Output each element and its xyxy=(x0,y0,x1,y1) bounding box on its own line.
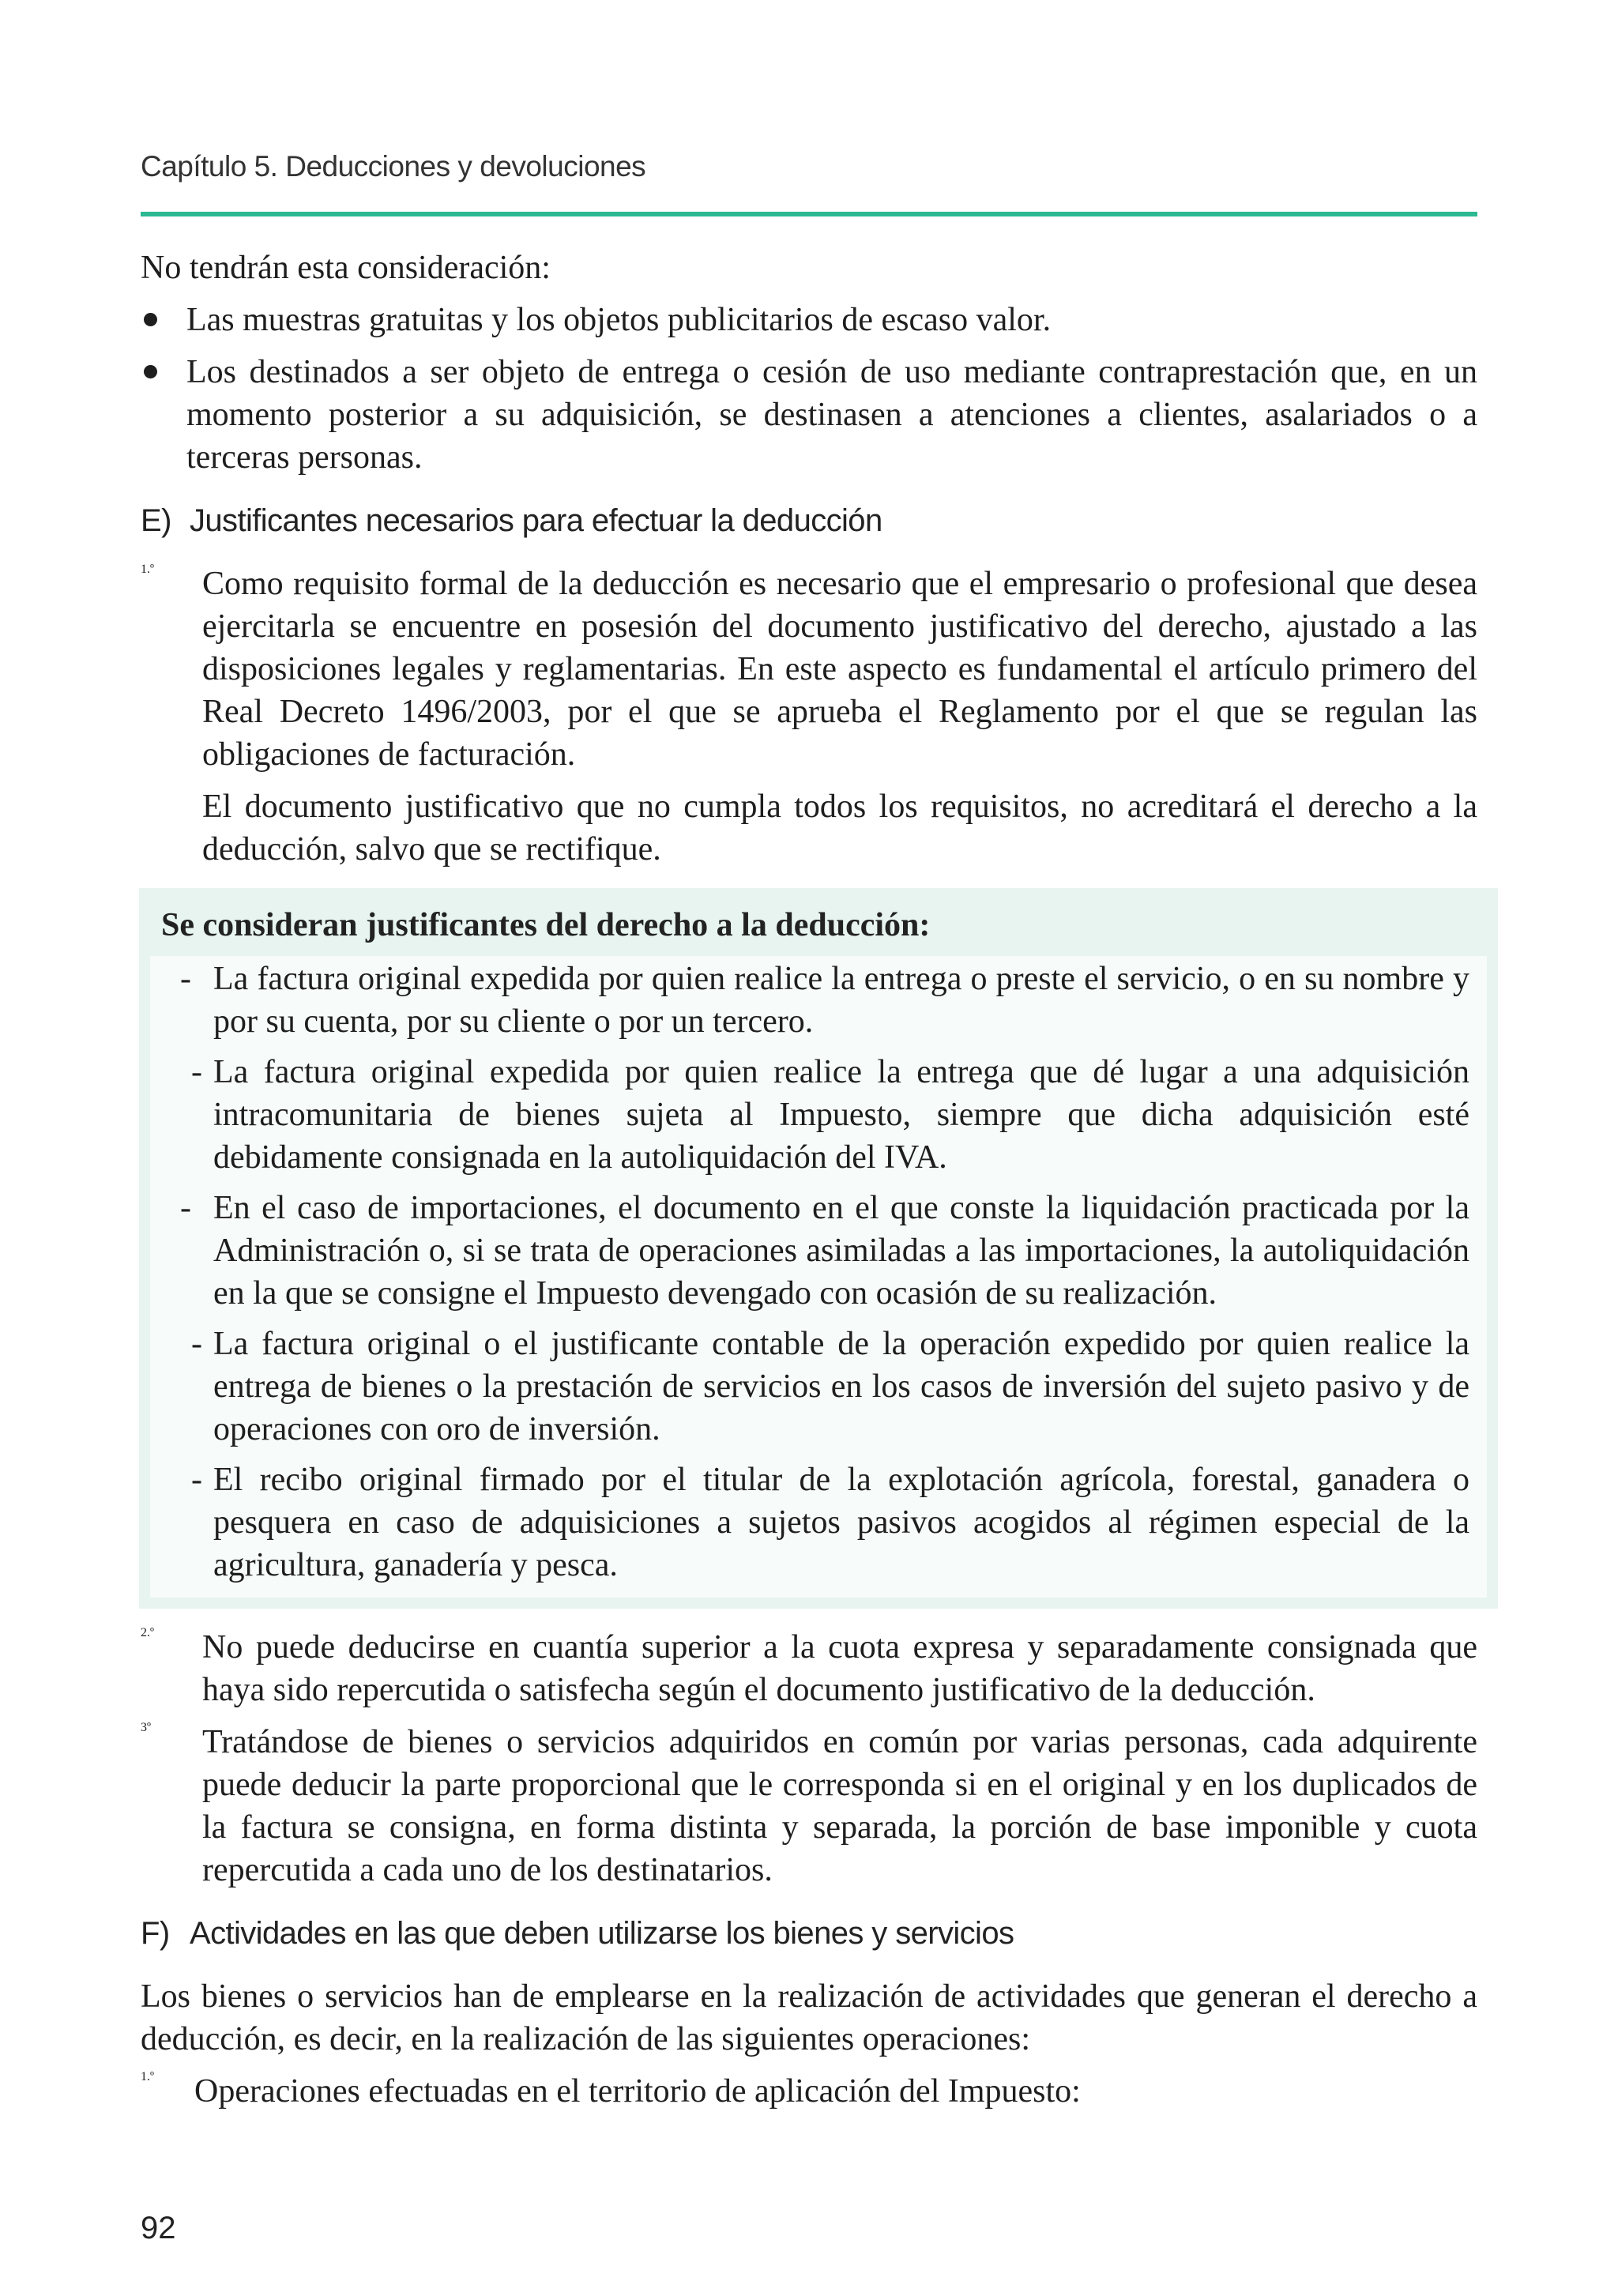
numbered-item-3 xyxy=(141,1721,1477,1891)
box-title: Se consideran justificantes del derecho a la deducción: xyxy=(161,907,931,943)
box-list xyxy=(150,956,1487,1598)
box-item-text: La factura original o el justificante contable de la operación expedido por quien realice la entrega de bienes o la prestación de servicios en los casos de inversión del sujeto pasivo y de operaciones con oro de inversión. xyxy=(213,1326,1469,1447)
box-item-text: La factura original expedida por quien realice la entrega que dé lugar a una adquisición intracomunitaria de bienes sujeta al Impuesto, siempre que dicha adquisición esté debidamente consignada en la autoliquidación del IVA. xyxy=(213,1054,1469,1176)
running-head: Capítulo 5. Deducciones y devoluciones xyxy=(141,150,646,183)
numbered-item-1 xyxy=(141,563,1477,776)
section-letter: E) xyxy=(141,503,171,538)
item-number: 1.º xyxy=(141,2070,154,2083)
item-number: 1.º xyxy=(141,563,154,576)
page-number: 92 xyxy=(141,2211,176,2245)
item-number: 2.º xyxy=(141,1626,154,1639)
dash-marker: - xyxy=(191,1054,202,1090)
box-item-text: El recibo original firmado por el titular de la explotación agrícola, forestal, ganadera o pesquera en caso de adquisiciones a sujetos pasivos acogidos al régimen especial de la agricultura, ganadería y pesca. xyxy=(213,1462,1469,1583)
box-item-text: En el caso de importaciones, el documento en el que conste la liquidación practicada por la Administración o, si se trata de operaciones asimiladas a las importaciones, la autoliquidación en la que se consigne el Impuesto devengado con ocasión de su realización. xyxy=(213,1190,1469,1312)
section-f-intro: Los bienes o servicios han de emplearse en la realización de actividades que generan el derecho a deducción, es decir, en la realización de las siguientes operaciones: xyxy=(141,1978,1477,2057)
bullet-text: Los destinados a ser objeto de entrega o cesión de uso mediante contraprestación que, en un momento posterior a su adquisición, se destinasen a atenciones a clientes, asalariados o a terceras personas. xyxy=(186,354,1477,476)
dash-marker: - xyxy=(191,1462,202,1498)
item-text: Como requisito formal de la deducción es necesario que el empresario o profesional que desea ejercitarla se encuentre en posesión del documento justificativo del derecho, ajustado a las disposiciones legales y reglamentarias. En este aspecto es fundamental el artículo primero del Real Decreto 1496/2003, por el que se aprueba el Reglamento por el que se regulan las obligaciones de facturación. xyxy=(202,566,1477,773)
box-list-item xyxy=(167,1187,1469,1315)
bullet-item xyxy=(141,299,1477,341)
bullet-item xyxy=(141,351,1477,479)
numbered-item-2 xyxy=(141,1626,1477,1711)
section-heading-f xyxy=(141,1912,1477,1955)
item-text: No puede deducirse en cuantía superior a la cuota expresa y separadamente consignada que haya sido repercutida o satisfecha según el documento justificativo de la deducción. xyxy=(202,1629,1477,1708)
box-list-item xyxy=(167,1051,1469,1179)
item-number: 3º xyxy=(141,1721,151,1734)
item-text: Operaciones efectuadas en el territorio de aplicación del Impuesto: xyxy=(194,2073,1081,2110)
dash-marker: - xyxy=(180,1190,191,1226)
item-continuation xyxy=(141,785,1477,871)
page-content xyxy=(141,247,1477,2113)
bullet-icon xyxy=(144,365,157,378)
intro-paragraph: No tendrán esta consideración: xyxy=(141,250,551,286)
numbered-item-f1 xyxy=(141,2070,1477,2113)
bullet-icon xyxy=(144,313,157,326)
header-rule xyxy=(141,212,1477,216)
section-title: Actividades en las que deben utilizarse los bienes y servicios xyxy=(190,1916,1014,1951)
dash-marker: - xyxy=(180,961,191,997)
box-list-item xyxy=(167,1459,1469,1586)
box-item-text: La factura original expedida por quien realice la entrega o preste el servicio, o en su nombre y por su cuenta, por su cliente o por un tercero. xyxy=(213,961,1469,1040)
justificantes-box xyxy=(139,888,1498,1609)
section-letter: F) xyxy=(141,1916,170,1951)
section-heading-e xyxy=(141,499,1477,542)
bullet-text: Las muestras gratuitas y los objetos publicitarios de escaso valor. xyxy=(186,302,1052,338)
section-title: Justificantes necesarios para efectuar la deducción xyxy=(190,503,882,538)
item-text: Tratándose de bienes o servicios adquiridos en común por varias personas, cada adquirente puede deducir la parte proporcional que le corresponda si en el original y en los duplicados de la factura se consigna, en forma distinta y separada, la porción de base imponible y cuota repercutida a cada uno de los destinatarios. xyxy=(202,1724,1477,1888)
box-list-item xyxy=(167,958,1469,1043)
box-list-item xyxy=(167,1323,1469,1451)
dash-marker: - xyxy=(191,1326,202,1362)
item-continuation-text: El documento justificativo que no cumpla todos los requisitos, no acreditará el derecho a la deducción, salvo que se rectifique. xyxy=(202,789,1477,868)
